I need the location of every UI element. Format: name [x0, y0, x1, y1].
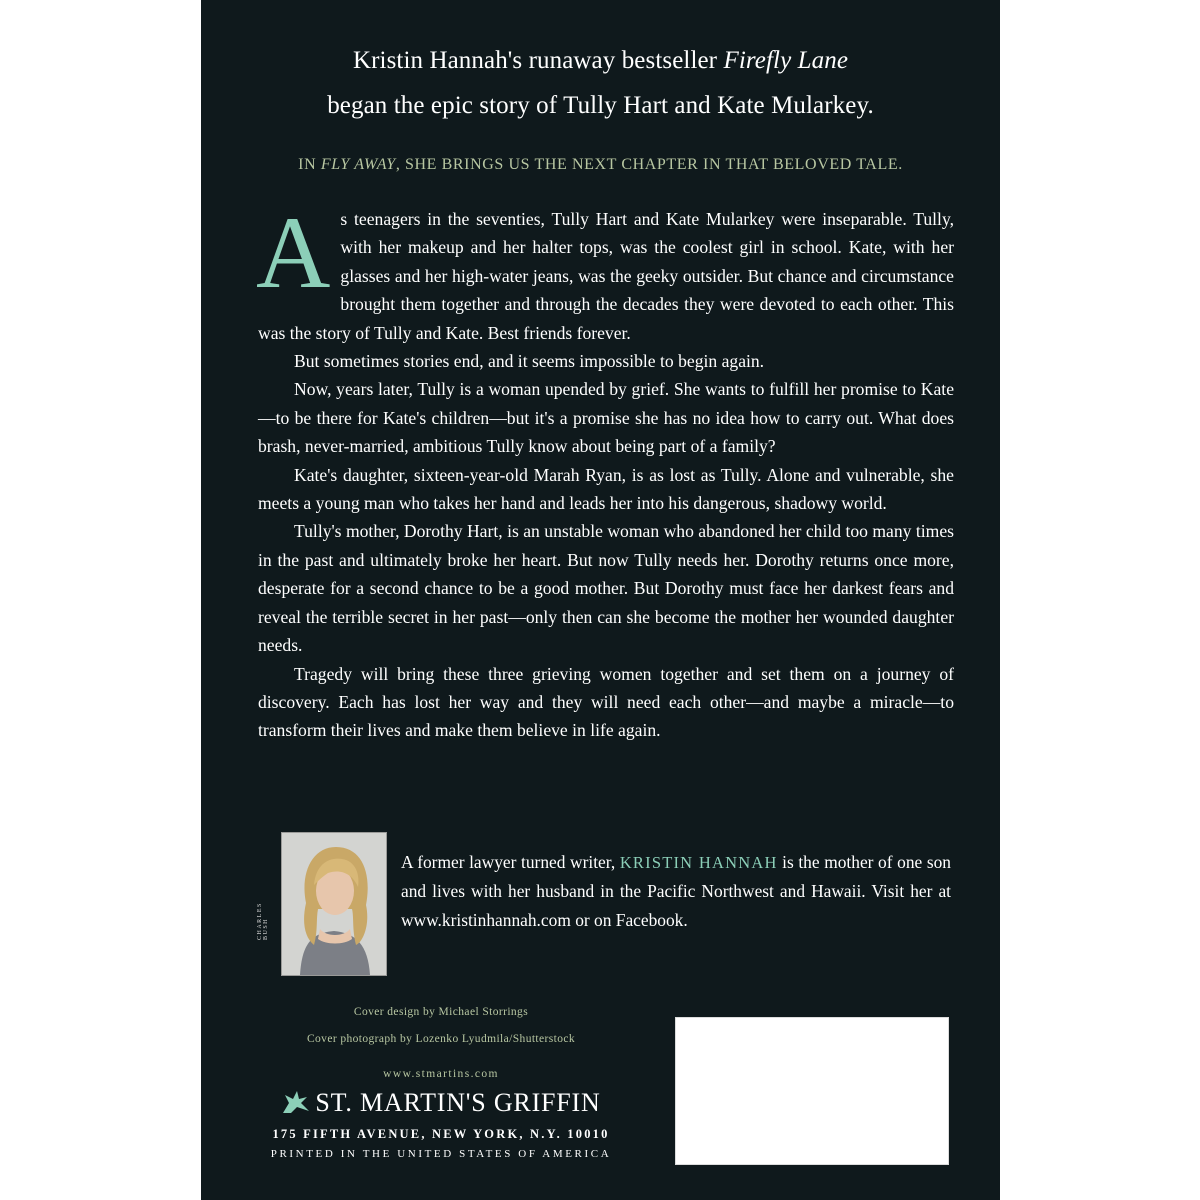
synopsis-paragraph-1 [256, 196, 954, 347]
publisher-imprint [261, 1088, 621, 1122]
synopsis-paragraph-6: Tragedy will bring these three grieving women together and set them on a journey of discovery. Each has lost her way and they will need each other—and maybe a miracle—to transform their lives and make them believe in life again. [258, 663, 954, 741]
subheading [201, 156, 1000, 174]
author-bio-pre: A former lawyer turned writer, [401, 852, 620, 872]
book-title-fly-away: FLY AWAY [320, 156, 396, 173]
cover-design-credit: Cover design by Michael Storrings [353, 1006, 529, 1018]
subhead-pre: IN [298, 156, 321, 173]
synopsis-paragraph-4: Kate's daughter, sixteen-year-old Marah Ryan, is as lost as Tully. Alone and vulnerable, she meets a young man who takes her hand and leads her into his dangerous, shadowy world. [258, 464, 954, 514]
author-bio [401, 848, 951, 934]
publisher-website: www.stmartins.com [383, 1068, 499, 1080]
drop-cap: A [256, 196, 331, 310]
author-photo [281, 832, 387, 976]
barcode-area [675, 1017, 949, 1165]
author-name: KRISTIN HANNAH [619, 853, 778, 872]
tagline-text: Kristin Hannah's runaway bestseller [352, 47, 724, 74]
tagline-line-1 [201, 47, 1000, 75]
author-portrait-icon [282, 833, 386, 975]
publisher-address: 175 FIFTH AVENUE, NEW YORK, N.Y. 10010 [272, 1127, 610, 1141]
subhead-post: , SHE BRINGS US THE NEXT CHAPTER IN THAT BELOVED TALE. [395, 156, 903, 173]
cover-photo-credit: Cover photograph by Lozenko Lyudmila/Shutterstock [306, 1033, 576, 1045]
synopsis-text-1: s teenagers in the seventies, Tully Hart and Kate Mularkey were inseparable. Tully, with her makeup and her halter tops, was the coolest girl in school. Kate, with her glasses and her high-water jeans, was the geeky outsider. But chance and circumstance brought them together and through the decades they were devoted to each other. This was the story of Tully and Kate. Best friends forever. [258, 209, 954, 343]
book-title-firefly-lane: Firefly Lane [723, 47, 849, 74]
publisher-name: ST. MARTIN'S GRIFFIN [315, 1088, 601, 1117]
author-bio-post: is the mother of one son and lives with her husband in the Pacific Northwest and Hawaii. Visit her at www.kristinhannah.com or on Facebook. [401, 852, 951, 930]
book-back-cover [201, 0, 1000, 1200]
griffin-icon [281, 1089, 311, 1122]
synopsis-paragraph-5: Tully's mother, Dorothy Hart, is an unstable woman who abandoned her child too many times in the past and ultimately broke her heart. But now Tully needs her. Dorothy returns once more, desperate for a second chance to be a good mother. But Dorothy must face her darkest fears and reveal the terrible secret in her past—only then can she become the mother her wounded daughter needs. [258, 521, 954, 656]
photo-credit: CHARLES BUSH [257, 902, 269, 940]
printed-in: PRINTED IN THE UNITED STATES OF AMERICA [270, 1148, 612, 1160]
synopsis-paragraph-2: But sometimes stories end, and it seems impossible to begin again. [294, 351, 765, 372]
tagline-line-2: began the epic story of Tully Hart and Kate Mularkey. [327, 92, 874, 119]
synopsis [256, 196, 954, 745]
synopsis-paragraph-3: Now, years later, Tully is a woman upended by grief. She wants to fulfill her promise to Kate—to be there for Kate's children—but it's a promise she has no idea how to carry out. What does brash, never-married, ambitious Tully know about being part of a family? [258, 379, 954, 457]
